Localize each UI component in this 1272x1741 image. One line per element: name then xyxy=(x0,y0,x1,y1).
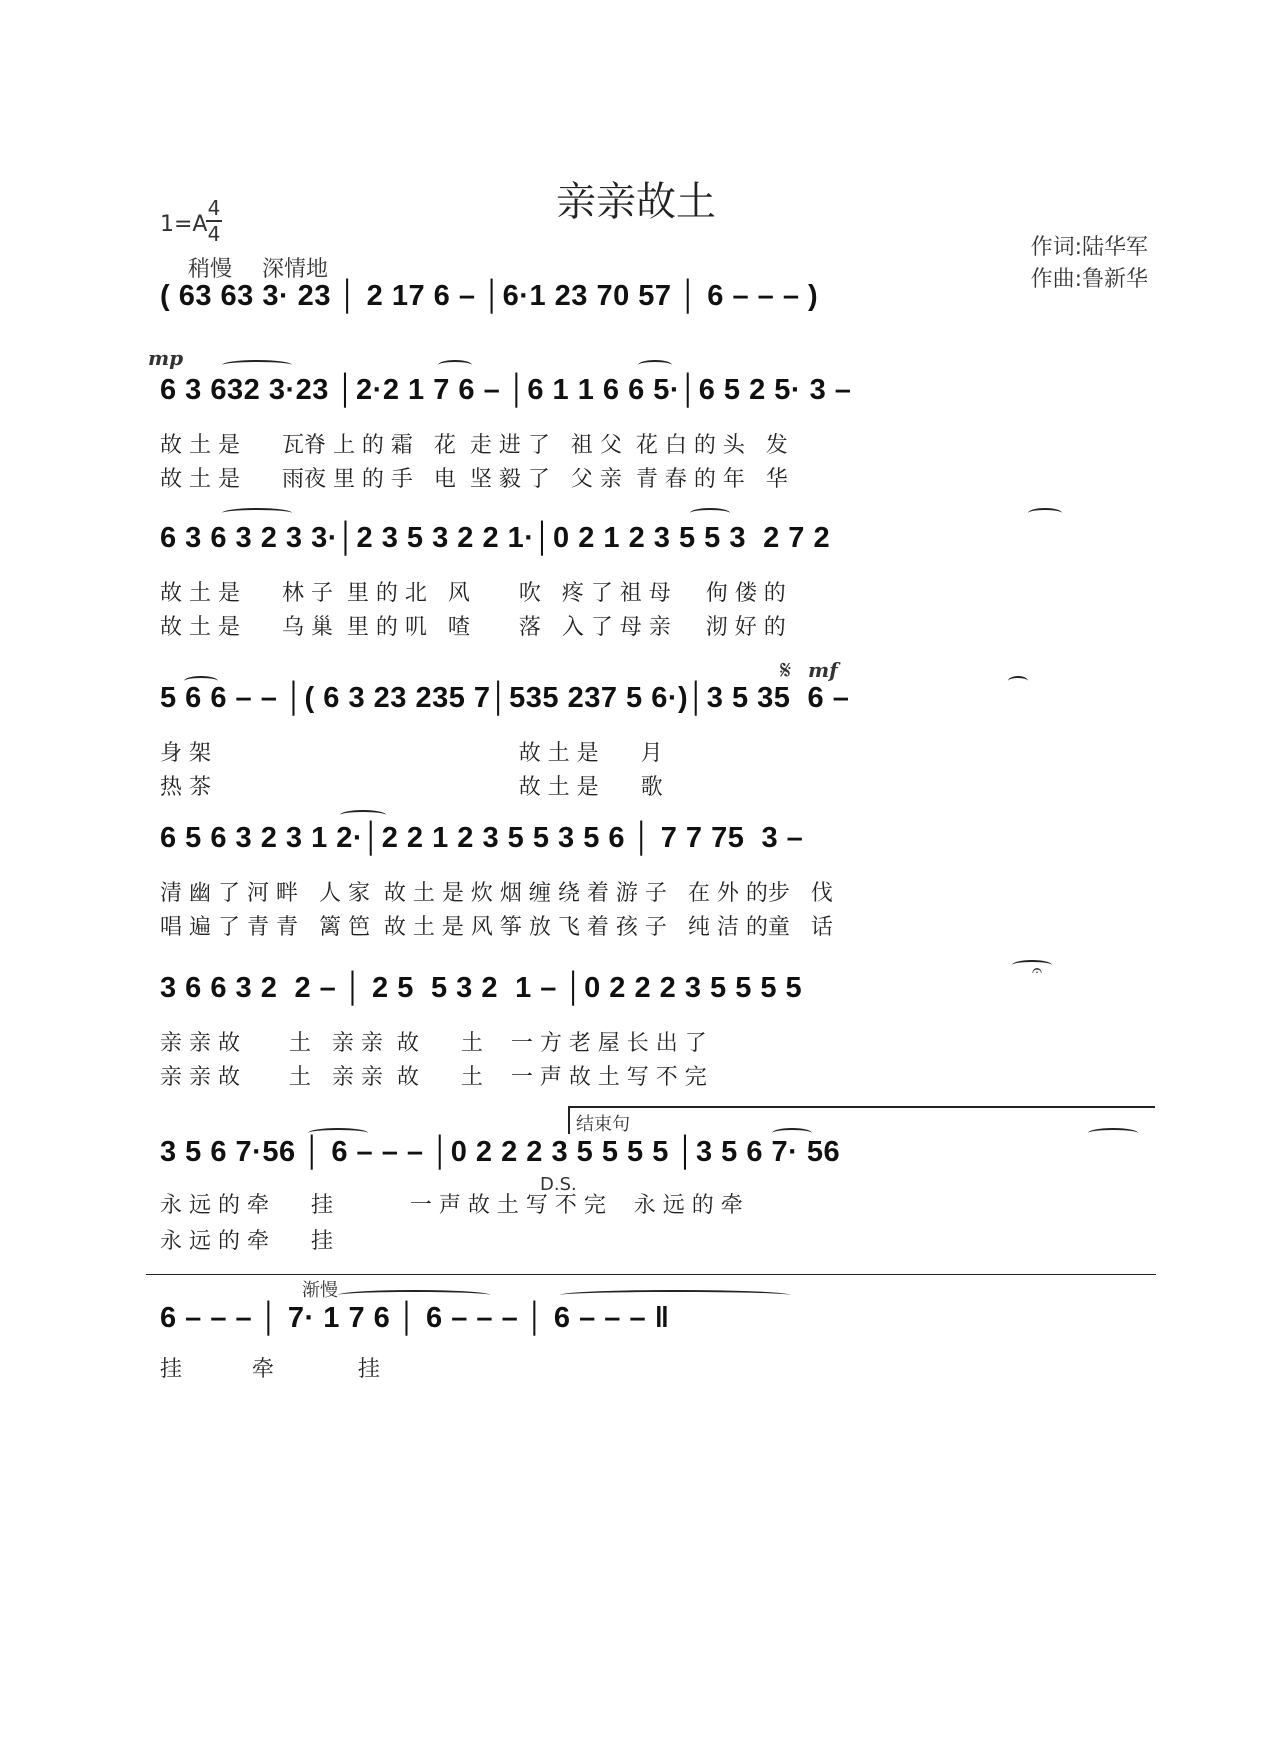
system-8 xyxy=(160,1270,1155,1400)
lyrics-verse-2: 永 远 的 牵 挂 xyxy=(160,1229,333,1254)
lyrics-verse-2: 唱 遍 了 青 青 篱 笆 故 土 是 风 筝 放 飞 着 孩 子 纯 洁 的童 话 xyxy=(160,915,833,940)
ending-bracket xyxy=(568,1106,1155,1108)
system-2 xyxy=(148,340,1155,500)
tempo-marking: 稍慢 xyxy=(188,257,233,282)
ending-bracket xyxy=(146,1274,1156,1275)
notes-line: 6 3 632 3·23 │2·2 1 7 6 – │6 1 1 6 6 5·│6 5 2 5· 3 – xyxy=(160,373,852,406)
lyrics-verse-1: 身 架 故 土 是 月 xyxy=(160,741,663,766)
expression-marking: 深情地 xyxy=(262,257,329,282)
time-sig-bottom: 4 xyxy=(207,222,221,246)
lyrics-verse-1: 故 土 是 林 子 里 的 北 风 吹 疼 了 祖 母 佝 偻 的 xyxy=(160,581,786,606)
rit-marking: 渐慢 xyxy=(302,1280,338,1301)
notes-line: 6 – – – │ 7· 1 7 6 │ 6 – – – │ 6 – – – ‖ xyxy=(160,1301,670,1334)
system-3 xyxy=(160,500,1155,650)
lyrics-verse-2: 故 土 是 雨夜 里 的 手 电 坚 毅 了 父 亲 青 春 的 年 华 xyxy=(160,467,788,492)
system-7 xyxy=(160,1104,1155,1264)
system-1 xyxy=(160,272,1155,332)
notes-line: 5 6 6 – – │( 6 3 23 235 7│535 237 5 6·)│3 5 35 6 – xyxy=(160,681,850,714)
song-title: 亲亲故土 xyxy=(556,179,716,225)
system-5 xyxy=(160,800,1155,950)
dynamic-mark: mf xyxy=(808,658,838,682)
lyricist: 作词:陆华军 xyxy=(1030,235,1148,260)
lyrics-verse-2: 热 茶 故 土 是 歌 xyxy=(160,775,663,800)
lyrics-verse-2: 亲 亲 故 土 亲 亲 故 土 一 声 故 土 写 不 完 xyxy=(160,1065,707,1090)
notes-line: 6 5 6 3 2 3 1 2·│2 2 1 2 3 5 5 3 5 6 │ 7 7 75 3 – xyxy=(160,821,804,854)
composer: 作曲:鲁新华 xyxy=(1030,267,1148,292)
notes-line: 3 5 6 7·56 │ 6 – – – │0 2 2 2 3 5 5 5 5 │3 5 6 7· 56 xyxy=(160,1135,841,1168)
notes-line: ( 63 63 3· 23 │ 2 17 6 – │6·1 23 70 57 │ 6 – – – ) xyxy=(160,279,819,312)
notes-line: 3 6 6 3 2 2 – │ 2 5 5 3 2 1 – │0 2 2 2 3 5 5 5 5 xyxy=(160,971,803,1004)
lyrics-verse-2: 故 土 是 乌 巢 里 的 叽 喳 落 入 了 母 亲 沏 好 的 xyxy=(160,615,786,640)
segno-icon: 𝄋 xyxy=(780,656,792,686)
notes-line: 6 3 6 3 2 3 3·│2 3 5 3 2 2 1·│0 2 1 2 3 5 5 3 2 7 2 xyxy=(160,521,831,554)
system-4 xyxy=(160,656,1155,812)
ds-marking: D.S. xyxy=(540,1174,577,1195)
lyrics-verse-1: 故 土 是 瓦脊 上 的 霜 花 走 进 了 祖 父 花 白 的 头 发 xyxy=(160,433,788,458)
key-label: 1=A xyxy=(160,212,208,237)
lyrics-verse-1: 永 远 的 牵 挂 一 声 故 土 写 不 完 永 远 的 牵 xyxy=(160,1193,743,1218)
lyrics-verse-1: 亲 亲 故 土 亲 亲 故 土 一 方 老 屋 长 出 了 xyxy=(160,1031,707,1056)
dynamic-mark: mp xyxy=(148,346,184,370)
time-sig-top: 4 xyxy=(207,196,221,220)
lyrics-verse-1: 挂 牵 挂 xyxy=(160,1357,380,1382)
key-signature xyxy=(160,212,207,237)
lyrics-verse-1: 清 幽 了 河 畔 人 家 故 土 是 炊 烟 缠 绕 着 游 子 在 外 的步 伐 xyxy=(160,881,833,906)
fermata-icon: 𝄐 xyxy=(1032,960,1043,981)
time-signature xyxy=(206,196,222,246)
ending-label: 结束句 xyxy=(576,1114,630,1135)
system-6 xyxy=(160,950,1155,1100)
